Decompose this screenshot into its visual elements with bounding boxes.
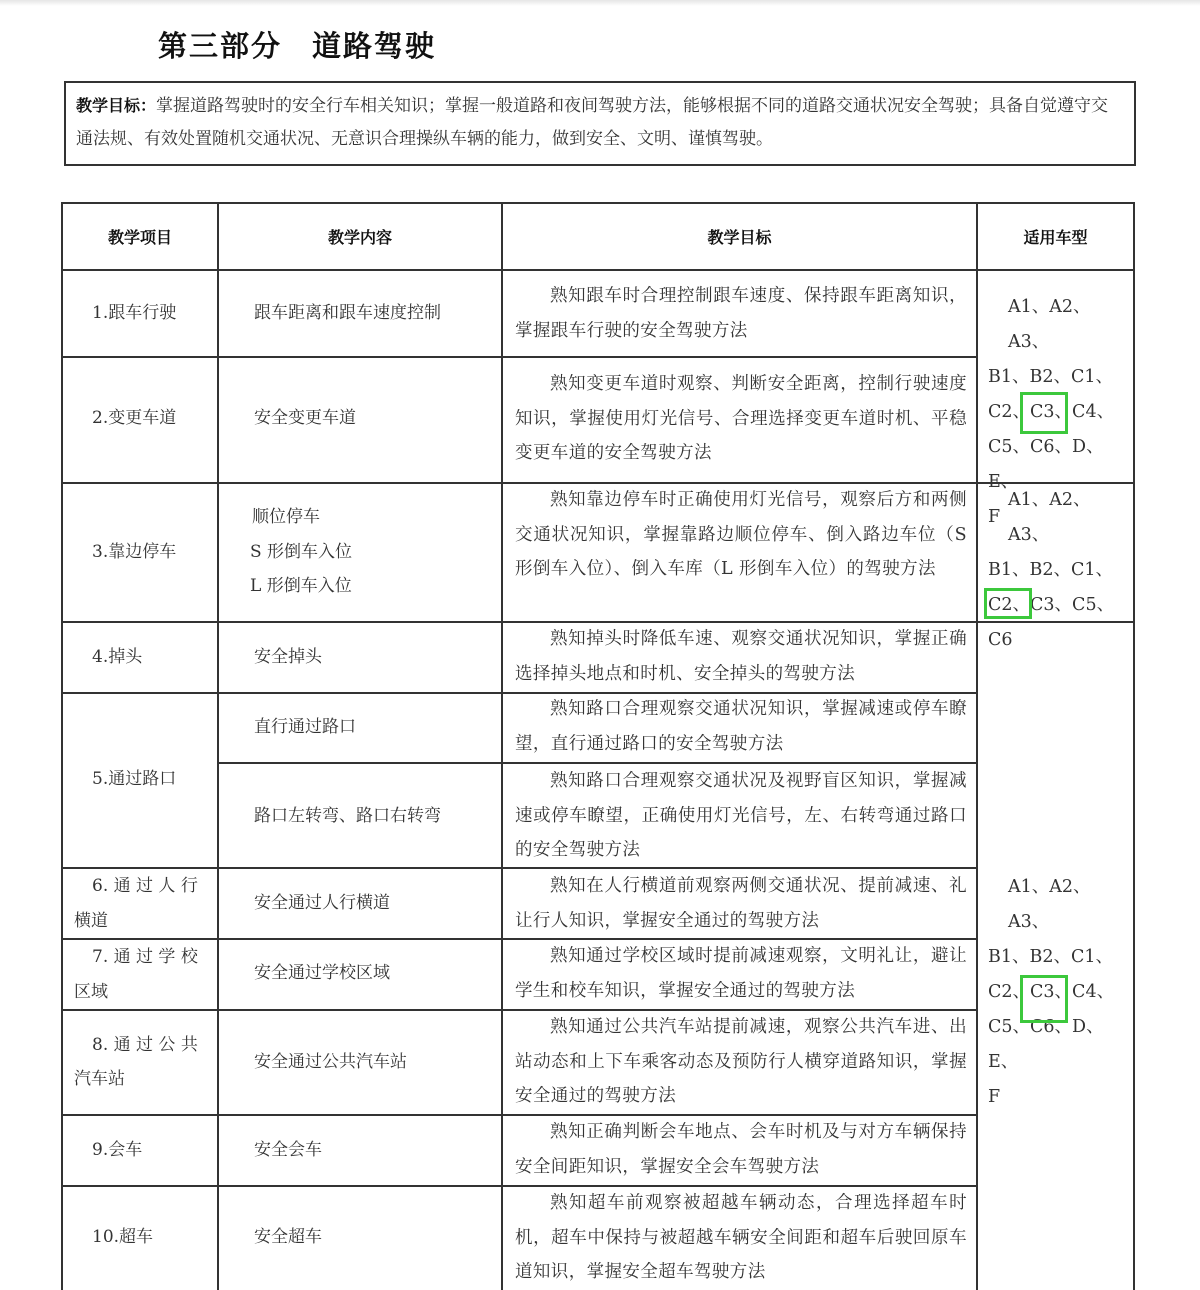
row-divider (61, 356, 978, 358)
vehicle-line: B1、B2、C1、 (988, 560, 1114, 580)
project-line: 6. 通 过 人 行 (92, 876, 198, 896)
objective-cell: 熟知在人行横道前观察两侧交通状况、提前减速、礼让行人知识，掌握安全通过的驾驶方法 (515, 876, 967, 931)
table-border-top (61, 202, 1135, 204)
project-cell: 3.靠边停车 (92, 542, 177, 562)
content-cell: 路口左转弯、路口右转弯 (254, 806, 441, 826)
content-cell: 安全超车 (254, 1227, 322, 1247)
project-cell: 4.掉头 (92, 647, 143, 667)
objective-cell: 熟知掉头时降低车速、观察交通状况知识，掌握正确选择掉头地点和时机、安全掉头的驾驶方法 (515, 629, 967, 684)
project-cell: 2.变更车道 (92, 408, 177, 428)
content-cell: 安全会车 (254, 1140, 322, 1160)
header-project: 教学项目 (107, 228, 172, 247)
project-line: 8. 通 过 公 共 (92, 1035, 198, 1055)
project-cell: 9.会车 (92, 1140, 143, 1160)
content-line: L 形倒车入位 (250, 576, 352, 596)
col-divider (217, 202, 219, 1290)
page-title (158, 24, 436, 65)
page-top-edge (0, 0, 1200, 6)
goal-label: 教学目标： (76, 96, 157, 115)
goal-text: 掌握道路驾驶时的安全行车相关知识；掌握一般道路和夜间驾驶方法，能够根据不同的道路交通状况安全驾驶；具备自觉遵守交通法规、有效处置随机交通状况、无意识合理操纵车辆的能力，做到安全、文明、谨慎驾驶。 (76, 96, 1109, 149)
vehicle-line: C2、C3、C4、 (988, 402, 1115, 422)
content-cell: 安全掉头 (254, 647, 322, 667)
vehicle-types-cell (988, 483, 1128, 658)
project-cell: 10.超车 (92, 1227, 154, 1247)
project-cell: 5.通过路口 (92, 769, 177, 789)
highlight-box-c6 (984, 588, 1032, 619)
vehicle-line: A1、A2、A3、 (1008, 877, 1091, 932)
project-line: 横道 (74, 911, 108, 931)
header-content: 教学内容 (327, 228, 392, 247)
vehicle-line: B1、B2、C1、 (988, 947, 1114, 967)
col-divider (976, 202, 978, 1290)
table-border-left (61, 202, 63, 1290)
content-cell: 安全通过公共汽车站 (254, 1052, 407, 1072)
content-line: 顺位停车 (252, 507, 320, 527)
objective-cell: 熟知正确判断会车地点、会车时机及与对方车辆保持安全间距知识，掌握安全会车驾驶方法 (515, 1122, 967, 1177)
col-divider (501, 202, 503, 1290)
objective-cell: 熟知路口合理观察交通状况知识，掌握减速或停车瞭望，直行通过路口的安全驾驶方法 (515, 699, 967, 754)
objective-cell: 熟知路口合理观察交通状况及视野盲区知识，掌握减速或停车瞭望，正确使用灯光信号，左、右转弯通过路口的安全驾驶方法 (515, 771, 967, 860)
vehicle-line: C2、C3、C5、 (988, 595, 1115, 615)
row-divider (61, 269, 1135, 271)
vehicle-line: A1、A2、A3、 (1008, 297, 1091, 352)
vehicle-line: C5、C6、D、E、 (988, 1017, 1104, 1072)
vehicle-line: C5、C6、D、E、 (988, 437, 1104, 492)
highlight-box-c6 (1020, 392, 1068, 434)
vehicle-line: A1、A2、A3、 (1008, 490, 1091, 545)
project-cell: 1.跟车行驶 (92, 303, 177, 323)
title-part: 第三部分 (158, 29, 283, 63)
objective-cell: 熟知靠边停车时正确使用灯光信号，观察后方和两侧交通状况知识，掌握靠路边顺位停车、倒入路边车位（S 形倒车入位）、倒入车库（L 形倒车入位）的驾驶方法 (515, 490, 967, 579)
content-line: S 形倒车入位 (250, 542, 353, 562)
objective-cell: 熟知变更车道时观察、判断安全距离，控制行驶速度知识，掌握使用灯光信号、合理选择变更车道时机、平稳变更车道的安全驾驶方法 (515, 374, 967, 463)
vehicle-line: C6 (988, 630, 1013, 650)
highlight-box-c6 (1020, 975, 1068, 1023)
project-line: 7. 通 过 学 校 (92, 947, 198, 967)
objective-cell: 熟知通过学校区域时提前减速观察，文明礼让，避让学生和校车知识，掌握安全通过的驾驶方法 (515, 946, 967, 1001)
content-cell: 安全通过人行横道 (254, 893, 390, 913)
content-cell: 安全通过学校区域 (254, 963, 390, 983)
project-line: 汽车站 (74, 1069, 125, 1089)
title-name: 道路驾驶 (312, 29, 437, 63)
vehicle-line: F (988, 1087, 1001, 1107)
objective-cell: 熟知超车前观察被超越车辆动态，合理选择超车时机，超车中保持与被超越车辆安全间距和超车后驶回原车道知识，掌握安全超车驾驶方法 (515, 1193, 967, 1282)
objective-cell: 熟知通过公共汽车站提前减速，观察公共汽车进、出站动态和上下车乘客动态及预防行人横穿道路知识，掌握安全通过的驾驶方法 (515, 1017, 967, 1106)
project-line: 区域 (74, 982, 108, 1002)
objective-cell: 熟知跟车时合理控制跟车速度、保持跟车距离知识，掌握跟车行驶的安全驾驶方法 (515, 286, 967, 341)
table-border-right (1133, 202, 1135, 1290)
vehicle-line: C2、C3、C4、 (988, 982, 1115, 1002)
vehicle-line: B1、B2、C1、 (988, 367, 1114, 387)
vehicle-line: F (988, 507, 1001, 527)
teaching-goal-box (64, 81, 1136, 166)
header-objective: 教学目标 (707, 228, 772, 247)
header-vehicle-types: 适用车型 (1023, 228, 1088, 247)
content-cell: 直行通过路口 (254, 717, 356, 737)
content-cell: 跟车距离和跟车速度控制 (254, 303, 441, 323)
content-cell: 安全变更车道 (254, 408, 356, 428)
